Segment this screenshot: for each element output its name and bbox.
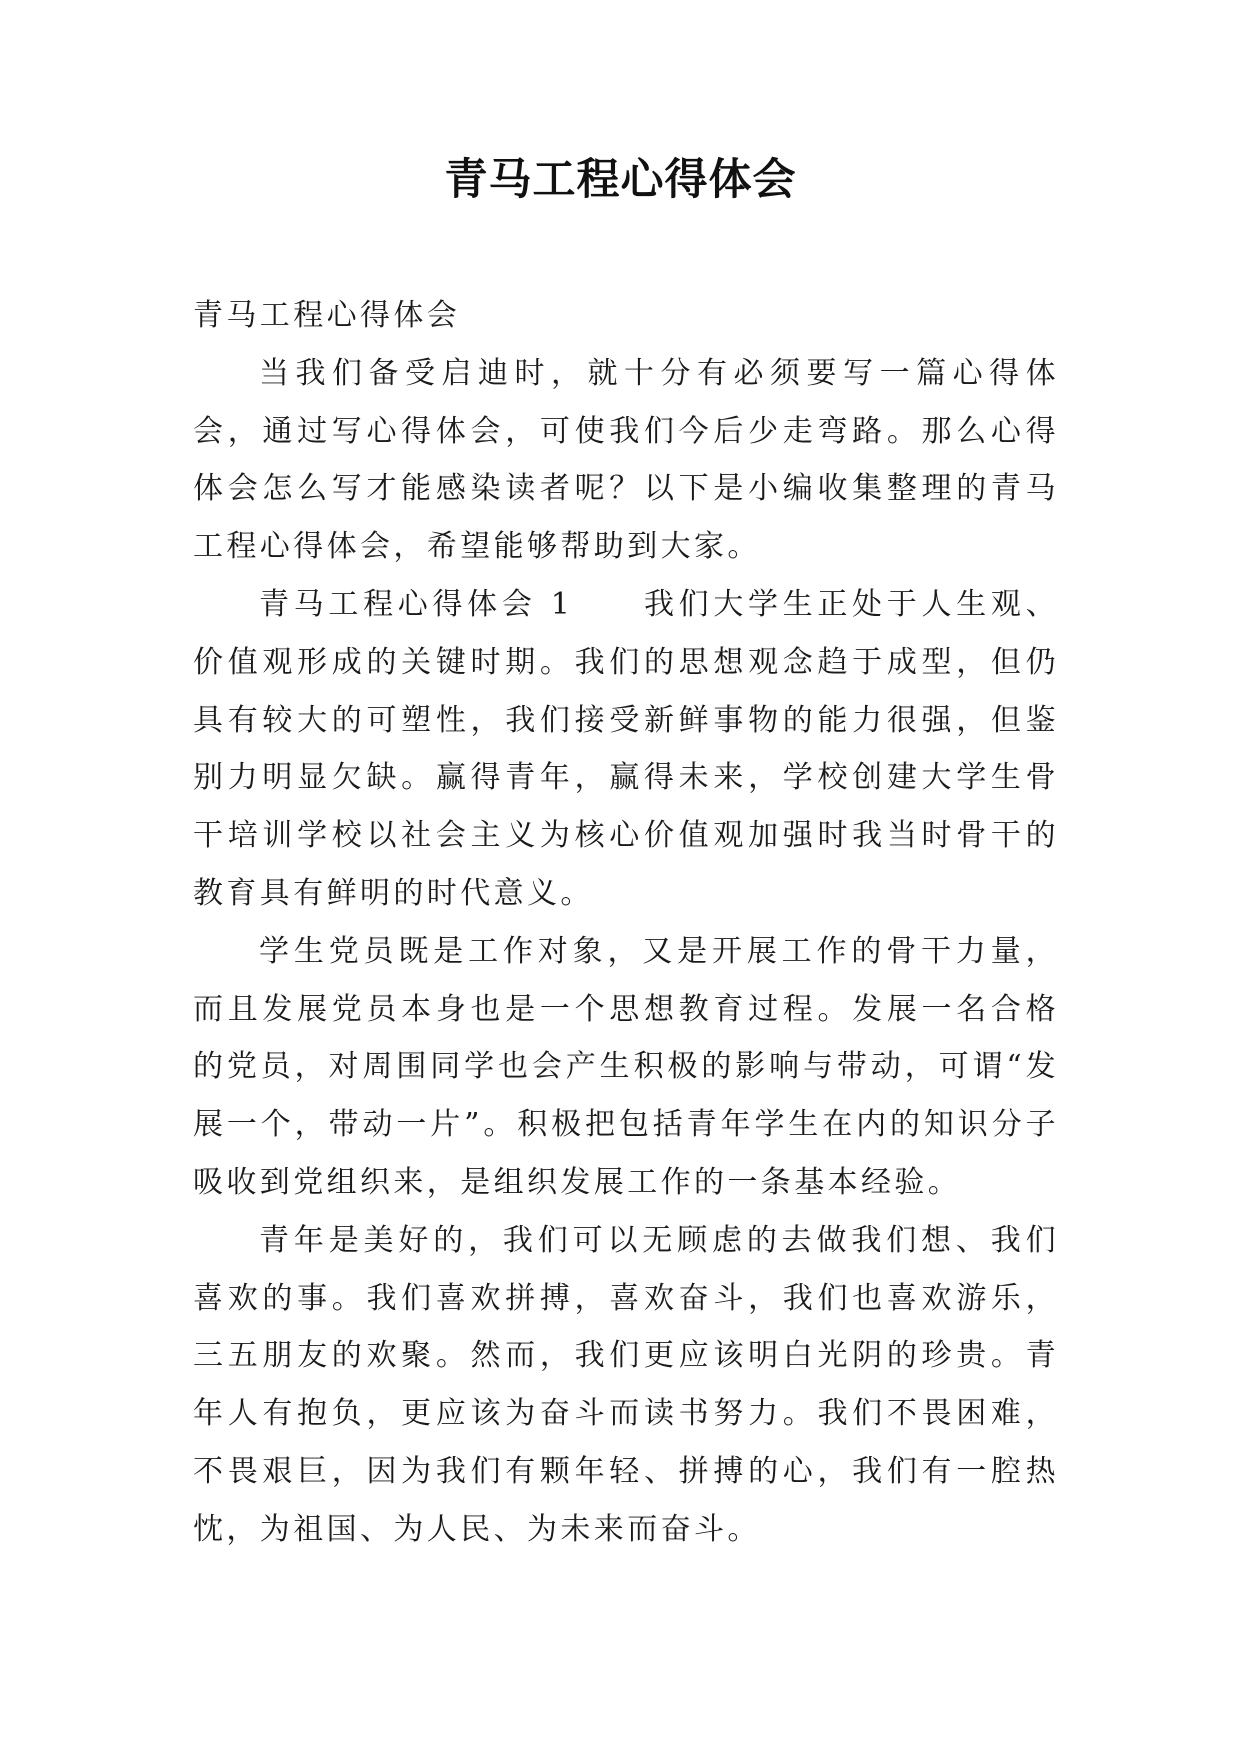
- document-body: [193, 287, 1059, 1559]
- intro-paragraph: 当我们备受启迪时，就十分有必须要写一篇心得体会，通过写心得体会，可使我们今后少走弯路。那么心得体会怎么写才能感染读者呢？以下是小编收集整理的青马工程心得体会，希望能够帮助到大家。: [193, 355, 1059, 565]
- document-title: 青马工程心得体会: [444, 155, 797, 205]
- section-1-paragraph: 青马工程心得体会 1 我们大学生正处于人生观、价值观形成的关键时期。我们的思想观念趋于成型，但仍具有较大的可塑性，我们接受新鲜事物的能力很强，但鉴别力明显欠缺。赢得青年，赢得未来，学校创建大学生骨干培训学校以社会主义为核心价值观加强时我当时骨干的教育具有鲜明的时代意义。: [193, 586, 1059, 911]
- party-members-paragraph: 学生党员既是工作对象，又是开展工作的骨干力量，而且发展党员本身也是一个思想教育过程。发展一名合格的党员，对周围同学也会产生积极的影响与带动，可谓“发展一个，带动一片”。积极把包括青年学生在内的知识分子吸收到党组织来，是组织发展工作的一条基本经验。: [193, 933, 1059, 1200]
- subtitle-paragraph: 青马工程心得体会: [193, 298, 461, 333]
- youth-paragraph: 青年是美好的，我们可以无顾虑的去做我们想、我们喜欢的事。我们喜欢拼搏，喜欢奋斗，我们也喜欢游乐，三五朋友的欢聚。然而，我们更应该明白光阴的珍贵。青年人有抱负，更应该为奋斗而读书努力。我们不畏困难，不畏艰巨，因为我们有颗年轻、拼搏的心，我们有一腔热忱，为祖国、为人民、为未来而奋斗。: [193, 1222, 1059, 1547]
